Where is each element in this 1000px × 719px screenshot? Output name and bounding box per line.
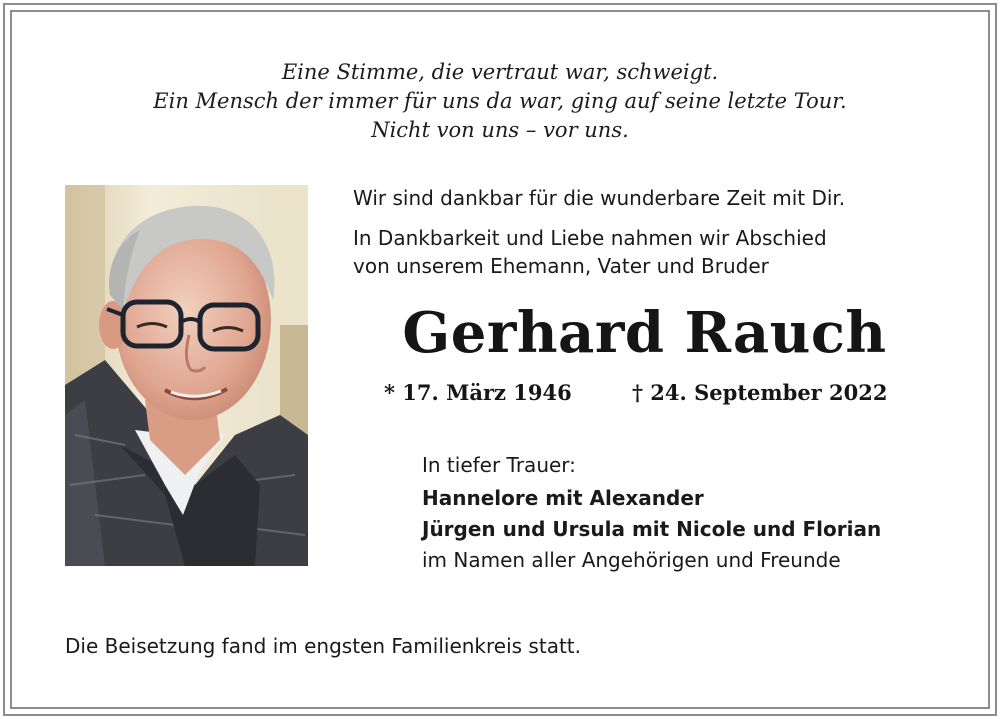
- funeral-note: Die Beisetzung fand im engsten Familienkreis statt.: [65, 634, 581, 658]
- mourner-line-1: Hannelore mit Alexander: [422, 486, 704, 510]
- gratitude-text: Wir sind dankbar für die wunderbare Zeit mit Dir.: [353, 186, 846, 210]
- portrait-photo: [65, 185, 308, 566]
- farewell-line-1: In Dankbarkeit und Liebe nahmen wir Abschied: [353, 226, 827, 250]
- poem-line-1: Eine Stimme, die vertraut war, schweigt.: [281, 60, 719, 84]
- poem: [0, 58, 1000, 145]
- birth-date: * 17. März 1946: [384, 380, 572, 405]
- death-date: † 24. September 2022: [632, 380, 888, 405]
- deceased-name: Gerhard Rauch: [402, 300, 887, 366]
- mourning-intro: In tiefer Trauer:: [422, 453, 576, 477]
- poem-line-2: Ein Mensch der immer für uns da war, ging auf seine letzte Tour.: [153, 89, 847, 113]
- mourner-line-3: im Namen aller Angehörigen und Freunde: [422, 548, 841, 572]
- poem-line-3: Nicht von uns – vor uns.: [371, 118, 629, 142]
- mourner-line-2: Jürgen und Ursula mit Nicole und Florian: [422, 517, 882, 541]
- farewell-line-2: von unserem Ehemann, Vater und Bruder: [353, 254, 769, 278]
